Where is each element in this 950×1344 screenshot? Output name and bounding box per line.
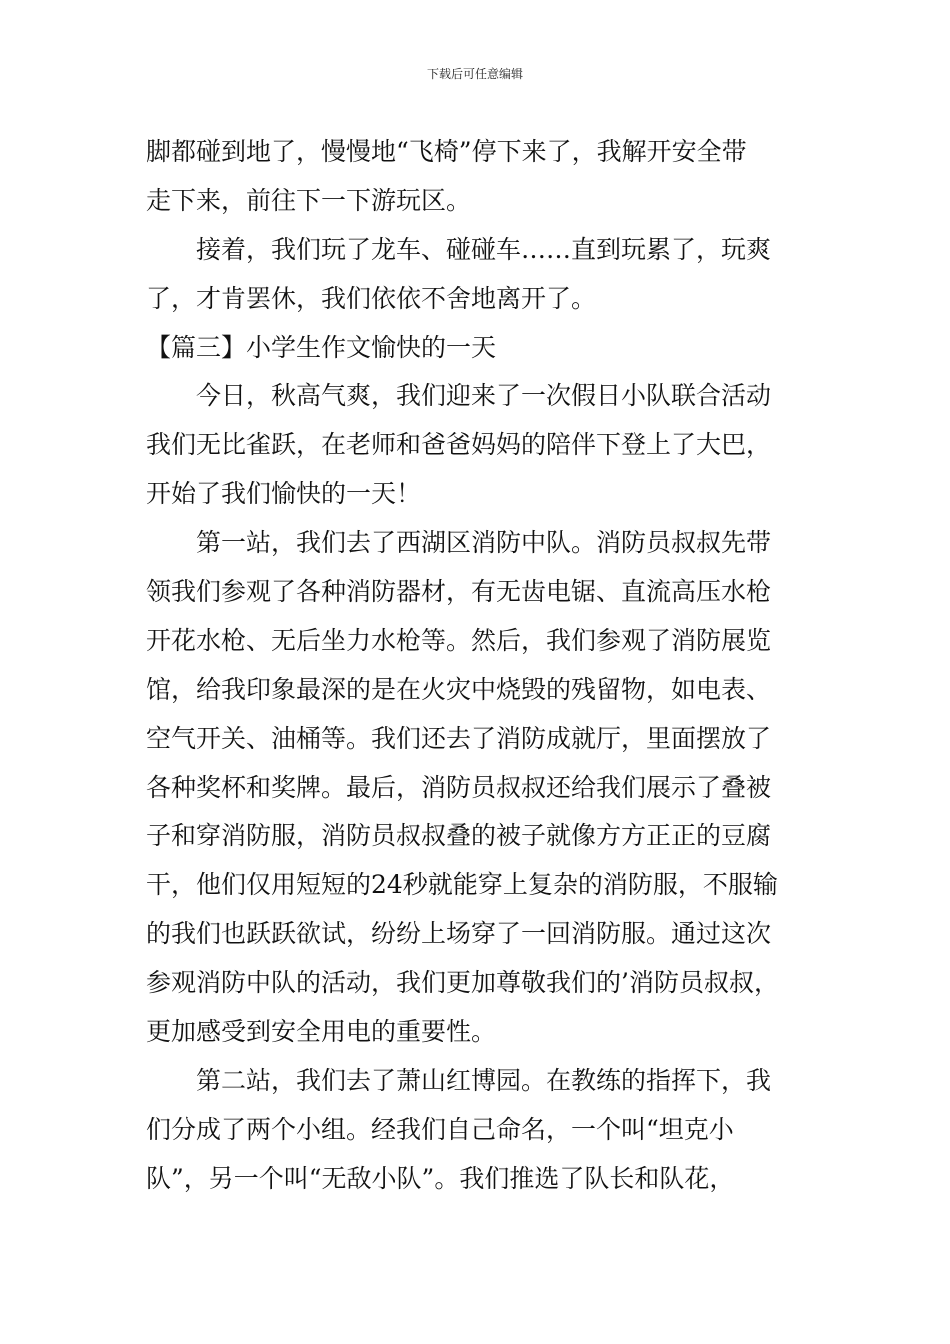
text-line: 我们无比雀跃，在老师和爸爸妈妈的陪伴下登上了大巴， [146,430,772,460]
text-line: 队”，另一个叫“无敌小队”。我们推选了队长和队花， [146,1163,735,1193]
text-line: 了，才肯罢休，我们依依不舍地离开了。 [146,283,597,313]
page-header: 下载后可任意编辑 [426,67,523,81]
text-line: 开花水枪、无后坐力水枪等。然后，我们参观了消防展览 [146,625,772,655]
text-line: 参观消防中队的活动，我们更加尊敬我们的’消防员叔叔， [146,968,779,998]
text-line: 接着，我们玩了龙车、碰碰车……直到玩累了，玩爽 [146,234,772,264]
section-heading: 【篇三】小学生作文愉快的一天 [146,332,497,362]
text-line: 各种奖杯和奖牌。最后，消防员叔叔还给我们展示了叠被 [146,772,772,802]
text-line: 走下来，前往下一下游玩区。 [146,185,472,215]
document-body [146,128,816,1204]
text-line: 馆，给我印象最深的是在火灾中烧毁的残留物，如电表、 [146,674,772,704]
text-line: 第二站，我们去了萧山红博园。在教练的指挥下，我 [146,1065,772,1095]
text-line: 脚都碰到地了，慢慢地“飞椅”停下来了，我解开安全带 [146,137,747,166]
text-line: 空气开关、油桶等。我们还去了消防成就厅，里面摆放了 [146,723,772,753]
text-line: 的我们也跃跃欲试，纷纷上场穿了一回消防服。通过这次 [146,919,772,949]
text-line: 第一站，我们去了西湖区消防中队。消防员叔叔先带 [146,528,772,558]
text-line: 今日，秋高气爽，我们迎来了一次假日小队联合活动 [146,381,772,411]
text-line: 们分成了两个小组。经我们自己命名，一个叫“坦克小 [146,1114,734,1144]
text-line: 干，他们仅用短短的24秒就能穿上复杂的消防服，不服输 [146,870,778,900]
text-line: 更加感受到安全用电的重要性。 [146,1017,497,1047]
text-line: 子和穿消防服，消防员叔叔叠的被子就像方方正正的豆腐 [146,821,772,851]
text-line: 开始了我们愉快的一天！ [146,479,422,509]
text-line: 领我们参观了各种消防器材，有无齿电锯、直流高压水枪 [146,577,772,607]
